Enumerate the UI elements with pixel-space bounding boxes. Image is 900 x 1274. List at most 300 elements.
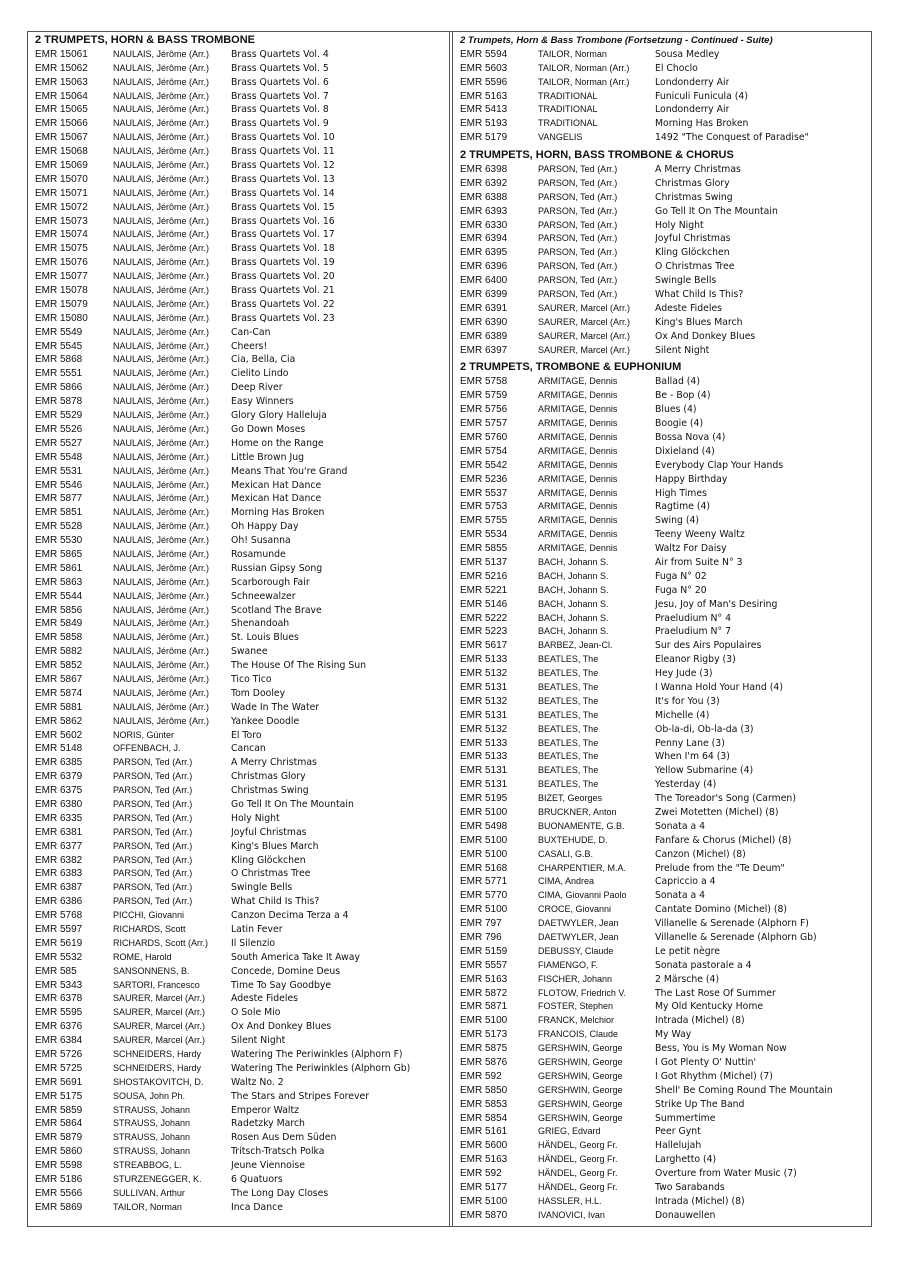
catalog-number: EMR 5131	[460, 779, 508, 791]
catalog-entry	[460, 875, 865, 889]
work-title: Deep River	[231, 382, 283, 394]
catalog-number: EMR 5758	[460, 376, 508, 388]
composer-name: NAULAIS, Jérôme (Arr.)	[113, 90, 210, 101]
composer-name: GERSHWIN, George	[538, 1043, 623, 1054]
composer-name: NAULAIS, Jérôme (Arr.)	[113, 590, 210, 601]
composer-name: NAULAIS, Jérôme (Arr.)	[113, 479, 210, 490]
work-title: 2 Märsche (4)	[655, 973, 720, 985]
catalog-number: EMR 5598	[35, 1160, 83, 1172]
catalog-number: EMR 5854	[460, 1112, 508, 1124]
catalog-entry	[35, 506, 445, 520]
composer-name: NAULAIS, Jérôme (Arr.)	[113, 215, 210, 226]
catalog-entry	[35, 367, 445, 381]
catalog-number: EMR 5186	[35, 1174, 83, 1186]
catalog-entry	[35, 1020, 445, 1034]
catalog-number: EMR 5131	[460, 709, 508, 721]
catalog-entry	[460, 191, 865, 205]
composer-name: FOSTER, Stephen	[538, 1001, 614, 1012]
work-title: Shell' Be Coming Round The Mountain	[655, 1084, 833, 1096]
catalog-entry	[35, 479, 445, 493]
catalog-entry	[35, 1201, 445, 1215]
work-title: Ox And Donkey Blues	[231, 1021, 332, 1033]
work-title: Brass Quartets Vol. 13	[231, 173, 335, 185]
work-title: Intrada (Michel) (8)	[655, 1015, 745, 1027]
work-title: Swingle Bells	[655, 275, 717, 287]
catalog-entry	[35, 840, 445, 854]
work-title: Swanee	[231, 646, 268, 658]
composer-name: ARMITAGE, Dennis	[538, 390, 618, 401]
work-title: Happy Birthday	[655, 473, 728, 485]
composer-name: OFFENBACH, J.	[113, 743, 181, 754]
work-title: Joyful Christmas	[655, 233, 731, 245]
work-title: Cielito Lindo	[231, 368, 289, 380]
work-title: Go Tell It On The Mountain	[231, 798, 354, 810]
catalog-number: EMR 6392	[460, 177, 508, 189]
catalog-number: EMR 5131	[460, 681, 508, 693]
catalog-number: EMR 5600	[460, 1140, 508, 1152]
catalog-number: EMR 5236	[460, 473, 508, 485]
catalog-number: EMR 15070	[35, 173, 88, 185]
composer-name: CIMA, Giovanni Paolo	[538, 890, 627, 901]
catalog-entry	[35, 1090, 445, 1104]
composer-name: GERSHWIN, George	[538, 1057, 623, 1068]
work-title: I Got Rhythm (Michel) (7)	[655, 1070, 773, 1082]
catalog-number: EMR 15076	[35, 257, 88, 269]
catalog-entry	[460, 48, 865, 62]
catalog-number: EMR 5855	[460, 543, 508, 555]
work-title: Time To Say Goodbye	[231, 979, 332, 991]
work-title: Latin Fever	[231, 924, 283, 935]
catalog-number: EMR 6335	[35, 812, 83, 824]
composer-name: NAULAIS, Jérôme (Arr.)	[113, 298, 210, 309]
work-title: King's Blues March	[231, 840, 319, 852]
catalog-entry	[35, 742, 445, 756]
catalog-entry	[35, 867, 445, 881]
work-title: Morning Has Broken	[231, 507, 325, 519]
work-title: Brass Quartets Vol. 6	[231, 76, 329, 88]
catalog-number: EMR 5163	[460, 90, 508, 102]
catalog-entry	[35, 48, 445, 62]
composer-name: ARMITAGE, Dennis	[538, 501, 618, 512]
catalog-entry	[35, 1145, 445, 1159]
catalog-number: EMR 5216	[460, 570, 508, 582]
catalog-entry	[35, 576, 445, 590]
catalog-number: EMR 15080	[35, 312, 88, 324]
work-title: Holy Night	[231, 812, 280, 824]
composer-name: ARMITAGE, Dennis	[538, 529, 618, 540]
catalog-entry	[460, 792, 865, 806]
catalog-entry	[460, 316, 865, 330]
work-title: Strike Up The Band	[655, 1098, 745, 1110]
catalog-entry	[460, 667, 865, 681]
composer-name: BEATLES, The	[538, 654, 599, 665]
catalog-entry	[35, 1048, 445, 1062]
catalog-entry	[35, 715, 445, 729]
composer-name: PARSON, Ted (Arr.)	[113, 868, 193, 879]
composer-name: PARSON, Ted (Arr.)	[113, 896, 193, 907]
work-title: Concede, Domine Deus	[231, 965, 341, 977]
composer-name: BACH, Johann S.	[538, 612, 609, 623]
catalog-number: EMR 6391	[460, 302, 508, 314]
catalog-entry	[35, 562, 445, 576]
work-title: Sonata a 4	[655, 890, 706, 902]
work-title: Air from Suite N° 3	[655, 556, 743, 568]
catalog-entry	[35, 604, 445, 618]
work-title: Donauwellen	[655, 1209, 716, 1221]
composer-name: NAULAIS, Jérôme (Arr.)	[113, 604, 210, 615]
composer-name: NAULAIS, Jérôme (Arr.)	[113, 76, 210, 87]
catalog-number: EMR 5100	[460, 1195, 508, 1207]
composer-name: NAULAIS, Jérôme (Arr.)	[113, 451, 210, 462]
work-title: Ragtime (4)	[655, 501, 710, 513]
catalog-number: EMR 5594	[460, 48, 508, 60]
work-title: A Merry Christmas	[231, 757, 317, 769]
work-title: Praeludium N° 4	[655, 612, 732, 624]
work-title: Mexican Hat Dance	[231, 493, 322, 505]
catalog-number: EMR 5882	[35, 646, 83, 658]
composer-name: PARSON, Ted (Arr.)	[538, 205, 618, 216]
work-title: Russian Gipsy Song	[231, 562, 323, 574]
work-title: Brass Quartets Vol. 8	[231, 104, 329, 116]
catalog-entry	[460, 1125, 865, 1139]
catalog-number: EMR 5413	[460, 104, 508, 116]
work-title: What Child Is This?	[655, 289, 744, 301]
composer-name: PARSON, Ted (Arr.)	[538, 247, 618, 258]
composer-name: PARSON, Ted (Arr.)	[538, 261, 618, 272]
catalog-number: EMR 15069	[35, 160, 88, 172]
composer-name: PARSON, Ted (Arr.)	[113, 771, 193, 782]
work-title: The Long Day Closes	[231, 1187, 329, 1199]
catalog-number: EMR 5760	[460, 431, 508, 443]
work-title: Easy Winners	[231, 396, 294, 408]
catalog-entry	[35, 159, 445, 173]
work-title: Adeste Fideles	[231, 993, 299, 1005]
catalog-entry	[460, 232, 865, 246]
work-title: Bess, You is My Woman Now	[655, 1043, 787, 1055]
catalog-number: EMR 5869	[35, 1201, 83, 1213]
catalog-entry	[460, 834, 865, 848]
composer-name: BUONAMENTE, G.B.	[538, 820, 625, 831]
catalog-entry	[35, 312, 445, 326]
work-title: Home on the Range	[231, 437, 324, 449]
catalog-number: EMR 5498	[460, 820, 508, 832]
catalog-entry	[35, 923, 445, 937]
catalog-number: EMR 5173	[460, 1029, 508, 1041]
composer-name: CHARPENTIER, M.A.	[538, 862, 627, 873]
catalog-number: EMR 5870	[460, 1209, 508, 1221]
work-title: Praeludium N° 7	[655, 626, 732, 638]
catalog-entry	[460, 163, 865, 177]
work-title: South America Take It Away	[231, 951, 360, 963]
work-title: Brass Quartets Vol. 22	[231, 298, 335, 310]
catalog-number: EMR 6384	[35, 1035, 83, 1047]
catalog-number: EMR 6387	[35, 882, 83, 894]
catalog-number: EMR 5868	[35, 354, 83, 366]
catalog-number: EMR 5851	[35, 507, 83, 519]
catalog-number: EMR 6390	[460, 316, 508, 328]
catalog-number: EMR 5526	[35, 423, 83, 435]
catalog-number: EMR 6399	[460, 289, 508, 301]
work-title: Prelude from the "Te Deum"	[655, 862, 785, 874]
catalog-number: EMR 6396	[460, 261, 508, 273]
catalog-number: EMR 5132	[460, 668, 508, 680]
catalog-entry	[460, 1209, 865, 1223]
composer-name: NAULAIS, Jérôme (Arr.)	[113, 660, 210, 671]
catalog-number: EMR 5860	[35, 1146, 83, 1158]
catalog-entry	[460, 1042, 865, 1056]
catalog-number: EMR 5881	[35, 701, 83, 713]
work-title: Bossa Nova (4)	[655, 431, 726, 443]
composer-name: NAULAIS, Jérôme (Arr.)	[113, 229, 210, 240]
work-title: Yesterday (4)	[655, 779, 717, 791]
composer-name: SAURER, Marcel (Arr.)	[538, 330, 631, 341]
catalog-entry	[460, 1195, 865, 1209]
work-title: Cantate Domino (Michel) (8)	[655, 904, 788, 916]
catalog-number: EMR 5874	[35, 687, 83, 699]
catalog-number: EMR 5557	[460, 959, 508, 971]
catalog-entry	[460, 820, 865, 834]
catalog-entry	[35, 534, 445, 548]
work-title: O Sole Mio	[231, 1007, 281, 1019]
composer-name: SHOSTAKOVITCH, D.	[113, 1076, 204, 1087]
catalog-number: EMR 15071	[35, 187, 88, 199]
work-title: The Last Rose Of Summer	[655, 987, 776, 999]
work-title: Funiculi Funicula (4)	[655, 90, 748, 102]
composer-name: NAULAIS, Jérôme (Arr.)	[113, 521, 210, 532]
catalog-entry	[35, 645, 445, 659]
catalog-entry	[460, 862, 865, 876]
work-title: Villanelle & Serenade (Alphorn F)	[655, 918, 809, 930]
catalog-entry	[460, 1139, 865, 1153]
composer-name: CIMA, Andrea	[538, 876, 595, 887]
catalog-entry	[35, 340, 445, 354]
work-title: Blues (4)	[655, 404, 697, 416]
catalog-entry	[35, 492, 445, 506]
catalog-entry	[35, 979, 445, 993]
composer-name: NAULAIS, Jérôme (Arr.)	[113, 271, 210, 282]
composer-name: NAULAIS, Jérôme (Arr.)	[113, 243, 210, 254]
composer-name: ARMITAGE, Dennis	[538, 404, 618, 415]
catalog-number: EMR 5163	[460, 1154, 508, 1166]
composer-name: SCHNEIDERS, Hardy	[113, 1062, 202, 1073]
composer-name: ARMITAGE, Dennis	[538, 418, 618, 429]
catalog-number: EMR 5770	[460, 890, 508, 902]
composer-name: ARMITAGE, Dennis	[538, 376, 618, 387]
catalog-number: EMR 5759	[460, 390, 508, 402]
catalog-entry	[35, 812, 445, 826]
catalog-entry	[460, 344, 865, 358]
catalog-number: EMR 6379	[35, 771, 83, 783]
work-title: Brass Quartets Vol. 20	[231, 271, 335, 283]
catalog-entry	[460, 778, 865, 792]
work-title: Holy Night	[655, 219, 704, 231]
composer-name: FLOTOW, Friedrich V.	[538, 987, 627, 998]
catalog-number: EMR 5132	[460, 723, 508, 735]
catalog-number: EMR 5527	[35, 437, 83, 449]
work-title: St. Louis Blues	[231, 632, 299, 644]
work-title: Eleanor Rigby (3)	[655, 654, 736, 666]
composer-name: PARSON, Ted (Arr.)	[113, 785, 193, 796]
composer-name: NAULAIS, Jérôme (Arr.)	[113, 354, 210, 365]
catalog-number: EMR 6381	[35, 826, 83, 838]
catalog-number: EMR 5754	[460, 445, 508, 457]
work-title: When I'm 64 (3)	[655, 751, 730, 763]
catalog-number: EMR 5859	[35, 1104, 83, 1116]
catalog-entry	[35, 437, 445, 451]
composer-name: SAURER, Marcel (Arr.)	[538, 302, 631, 313]
composer-name: PARSON, Ted (Arr.)	[113, 757, 193, 768]
catalog-entry	[35, 729, 445, 743]
work-title: Emperor Waltz	[231, 1104, 300, 1116]
work-title: My Old Kentucky Home	[655, 1001, 764, 1013]
composer-name: NAULAIS, Jérôme (Arr.)	[113, 118, 210, 129]
catalog-number: EMR 6383	[35, 868, 83, 880]
composer-name: STRAUSS, Johann	[113, 1132, 191, 1143]
composer-name: RICHARDS, Scott	[113, 924, 186, 934]
catalog-entry	[460, 131, 865, 145]
catalog-number: EMR 5544	[35, 590, 83, 602]
catalog-number: EMR 5175	[35, 1090, 83, 1102]
work-title: El Choclo	[655, 62, 698, 74]
composer-name: NAULAIS, Jérôme (Arr.)	[113, 410, 210, 421]
work-title: Inca Dance	[231, 1201, 283, 1213]
composer-name: PARSON, Ted (Arr.)	[538, 219, 618, 230]
composer-name: FISCHER, Johann	[538, 973, 613, 984]
work-title: Swing (4)	[655, 515, 700, 527]
work-title: It's for You (3)	[655, 695, 720, 707]
catalog-entry	[35, 62, 445, 76]
work-title: Scarborough Fair	[231, 576, 310, 588]
catalog-entry	[460, 1014, 865, 1028]
catalog-entry	[35, 90, 445, 104]
catalog-number: EMR 5877	[35, 493, 83, 505]
catalog-number: EMR 5168	[460, 862, 508, 874]
work-title: Kling Glöckchen	[231, 854, 306, 866]
composer-name: SAURER, Marcel (Arr.)	[113, 1007, 206, 1018]
catalog-number: EMR 5725	[35, 1062, 83, 1074]
catalog-entry	[460, 542, 865, 556]
composer-name: FRANCOIS, Claude	[538, 1029, 619, 1040]
composer-name: PARSON, Ted (Arr.)	[538, 233, 618, 244]
catalog-entry	[35, 659, 445, 673]
catalog-entry	[460, 695, 865, 709]
composer-name: NAULAIS, Jérôme (Arr.)	[113, 187, 210, 198]
catalog-entry	[460, 750, 865, 764]
work-title: Two Sarabands	[655, 1182, 725, 1194]
composer-name: RICHARDS, Scott (Arr.)	[113, 937, 209, 948]
work-title: High Times	[655, 487, 707, 499]
composer-name: NAULAIS, Jérôme (Arr.)	[113, 132, 210, 143]
catalog-number: EMR 15078	[35, 285, 88, 297]
composer-name: STREABBOG, L.	[113, 1160, 182, 1171]
work-title: Schneewalzer	[231, 590, 296, 602]
catalog-number: EMR 5852	[35, 660, 83, 672]
composer-name: FRANCK, Melchior	[538, 1015, 615, 1026]
composer-name: FIAMENGO, F.	[538, 959, 599, 970]
catalog-entry	[460, 274, 865, 288]
catalog-entry	[460, 1056, 865, 1070]
column-divider	[449, 31, 453, 1227]
catalog-entry	[460, 117, 865, 131]
work-title: Fuga N° 02	[655, 570, 707, 582]
catalog-entry	[460, 103, 865, 117]
work-title: Waltz For Daisy	[655, 543, 727, 555]
catalog-number: EMR 5179	[460, 132, 508, 144]
catalog-entry	[460, 1167, 865, 1181]
catalog-entry	[460, 330, 865, 344]
catalog-number: EMR 5861	[35, 562, 83, 574]
catalog-entry	[460, 1070, 865, 1084]
catalog-entry	[460, 1028, 865, 1042]
catalog-entry	[35, 826, 445, 840]
catalog-entry	[35, 909, 445, 923]
composer-name: HÄNDEL, Georg Fr.	[538, 1154, 618, 1165]
catalog-entry	[35, 201, 445, 215]
catalog-entry	[460, 260, 865, 274]
work-title: Glory Glory Halleluja	[231, 410, 327, 422]
catalog-entry	[35, 131, 445, 145]
composer-name: SAURER, Marcel (Arr.)	[113, 993, 206, 1004]
catalog-number: EMR 5850	[460, 1084, 508, 1096]
catalog-number: EMR 592	[460, 1070, 502, 1082]
catalog-number: EMR 5529	[35, 410, 83, 422]
catalog-entry	[460, 1153, 865, 1167]
catalog-entry	[460, 177, 865, 191]
work-title: Brass Quartets Vol. 18	[231, 243, 335, 255]
work-title: I Got Plenty O' Nuttin'	[655, 1057, 757, 1069]
composer-name: HÄNDEL, Georg Fr.	[538, 1182, 618, 1193]
catalog-entry	[460, 639, 865, 653]
catalog-entry	[460, 737, 865, 751]
composer-name: PARSON, Ted (Arr.)	[538, 191, 618, 202]
catalog-number: EMR 5875	[460, 1043, 508, 1055]
work-title: Silent Night	[655, 344, 710, 356]
catalog-number: EMR 5862	[35, 715, 83, 727]
work-title: Ox And Donkey Blues	[655, 330, 756, 342]
composer-name: NAULAIS, Jérôme (Arr.)	[113, 368, 210, 379]
catalog-number: EMR 15062	[35, 62, 88, 74]
catalog-entry	[35, 756, 445, 770]
work-title: Yellow Submarine (4)	[655, 765, 754, 777]
catalog-number: EMR 5133	[460, 737, 508, 749]
composer-name: SANSONNENS, B.	[113, 965, 190, 976]
composer-name: NAULAIS, Jérôme (Arr.)	[113, 618, 210, 629]
composer-name: DEBUSSY, Claude	[538, 945, 614, 956]
composer-name: PICCHI, Giovanni	[113, 910, 185, 921]
catalog-number: EMR 15072	[35, 201, 88, 213]
composer-name: NAULAIS, Jérôme (Arr.)	[113, 173, 210, 184]
work-title: Penny Lane (3)	[655, 737, 725, 749]
catalog-number: EMR 5148	[35, 743, 83, 755]
work-title: Brass Quartets Vol. 14	[231, 187, 335, 199]
composer-name: NAULAIS, Jérôme (Arr.)	[113, 632, 210, 643]
catalog-number: EMR 5159	[460, 945, 508, 957]
catalog-number: EMR 796	[460, 932, 502, 943]
catalog-entry	[460, 681, 865, 695]
work-title: Le petit nègre	[655, 945, 720, 957]
work-title: Intrada (Michel) (8)	[655, 1195, 745, 1207]
catalog-entry	[460, 288, 865, 302]
composer-name: BEATLES, The	[538, 737, 599, 748]
catalog-entry	[460, 514, 865, 528]
catalog-number: EMR 15064	[35, 90, 88, 102]
catalog-entry	[35, 951, 445, 965]
composer-name: VANGELIS	[538, 132, 583, 143]
catalog-entry	[35, 1104, 445, 1118]
catalog-number: EMR 15073	[35, 215, 88, 227]
catalog-entry	[460, 246, 865, 260]
catalog-number: EMR 5542	[460, 459, 508, 471]
